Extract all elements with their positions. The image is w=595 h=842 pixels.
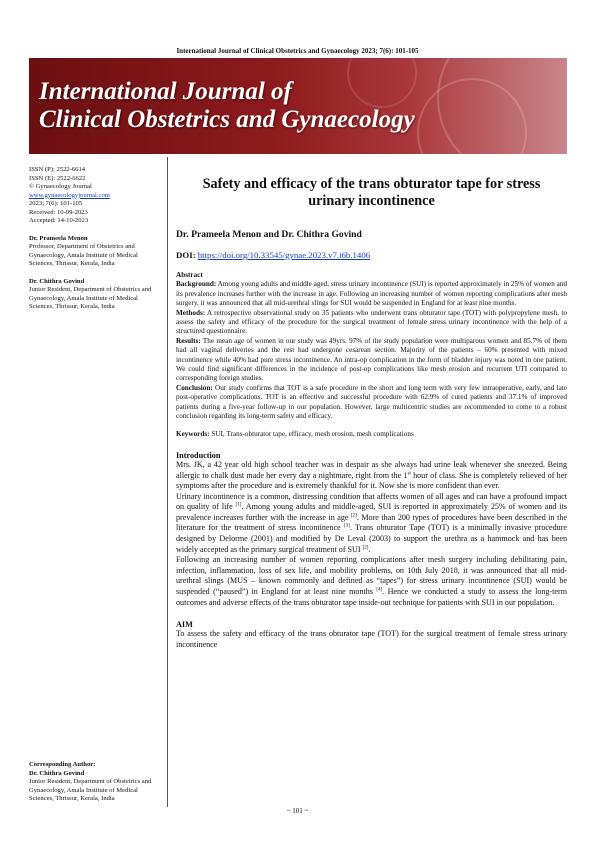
text-run: . Trans obturator Tape (TOT) is a minimally invasive procedure designed by Delorme (2001) and modified by De Leval (2003) to support the urethra as a hammock and has been widely accepted as the primary surgical treatment of SUI: [176, 523, 568, 554]
received-date: Received: 10-09-2023: [29, 208, 88, 216]
abstract-background: [176, 280, 567, 308]
citation-ref: [1]: [235, 502, 242, 508]
citation-ref: [2]: [362, 544, 369, 550]
aim-heading: AIM: [176, 620, 193, 630]
introduction-heading: Introduction: [176, 450, 221, 460]
corresponding-label: Corresponding Author:: [29, 761, 96, 768]
journal-banner: [29, 58, 567, 154]
methods-text: A retrospective observational study on 35 patients who underwent trans obturator tape (TOT) with polypropylene mesh, to assess the safety and efficacy of the procedure for the surgical treatment of female stress urinary incontinence with the help of a structured questionnaire.: [176, 308, 567, 336]
author1-affiliation: Professor, Department of Obstetrics and Gynaecology, Amala Institute of Medical Sciences, Thrissur, Kerala, India: [29, 243, 138, 267]
copyright: © Gynaecology Journal: [29, 183, 92, 190]
journal-website-link[interactable]: www.gynaecologyjournal.com: [29, 191, 110, 199]
abstract-heading: Abstract: [176, 271, 203, 279]
issn-print: ISSN (P): 2522-6614: [29, 166, 86, 173]
article-main: [176, 176, 567, 650]
text-run: .: [368, 544, 371, 554]
text-run: Urinary incontinence is a common, distressing condition that affects women of all ages and can have a profound impact on quality of life: [176, 491, 567, 512]
doi-line: [176, 250, 567, 260]
banner-title-line2: Clinical Obstetrics and Gynaecology: [39, 106, 415, 133]
abstract-results: [176, 337, 567, 384]
banner-title: [39, 78, 415, 134]
abstract: [176, 271, 567, 422]
keywords-text: SUI, Trans-obturator tape, efficacy, mesh erosion, mesh complications: [211, 429, 414, 438]
issn-electronic: ISSN (E): 2522-6622: [29, 174, 86, 182]
author2-affiliation: Junior Resident, Department of Obstetrics and Gynaecology, Amala Institute of Medical Sciences, Thrissur, Kerala, India: [29, 286, 152, 310]
citation-ref: [4]: [376, 587, 383, 593]
text-run: Mrs. JK, a 42 year old high school teacher was in despair as she always had urine leak whenever she sneezed. Being allergic to chalk dust made her every day a nightmare, right from the 1: [176, 459, 567, 480]
article-authors: Dr. Prameela Menon and Dr. Chithra Govind: [176, 229, 362, 240]
doi-label: DOI:: [176, 250, 196, 260]
page-number: ~ 101 ~: [286, 807, 309, 815]
text-run: . Hence we conducted a study to assess the long-term outcomes and adverse effects of the trans obturator tape inside-out technique for patients with SUI in our population.: [176, 587, 567, 607]
introduction-paragraph-1: [176, 460, 567, 492]
citation-ref: [3]: [344, 523, 350, 529]
text-run: . Among young adults and middle-aged, SUI is reported in approximately 25% of women and its prevalence increases further with the increase in age: [176, 502, 567, 522]
background-text: Among young adults and middle aged, stress urinary incontinence (SUI) is reported approximately in 25% of women and its prevalence increases further with the increase in age. Following an increasing number of women reporting complications after mesh surgery, it was announced that all mid-urethral slings for SUI would be suspended in England for at least nine months.: [176, 280, 567, 308]
superscript: st: [407, 470, 411, 476]
column-divider: [167, 157, 168, 807]
author1-name: Dr. Prameela Menon: [29, 234, 88, 242]
volume-info: 2023; 7(6): 101-105: [29, 200, 83, 207]
corresponding-name: Dr. Chithra Govind: [29, 769, 85, 777]
doi-link[interactable]: https://doi.org/10.33545/gynae.2023.v7.i6b.1406: [197, 250, 371, 260]
keywords: [176, 430, 567, 439]
conclusion-text: Our study confirms that TOT is a safe procedure in the short and long term with very few intraoperative, early, and late post-operative complications. TOT is an effective and successful procedure with 62.9% of cured patients and 37.1% of improved patients during a five-year follow-up in our population. However, large multicentric studies are recommended to come to a robust conclusion regarding its long-term safety and efficacy.: [176, 383, 568, 421]
running-header: International Journal of Clinical Obstetrics and Gynaecology 2023; 7(6): 101-105: [176, 47, 419, 55]
text-run: hour of class. She is completely relieved of her symptoms after the procedure and is extremely thankful for it. Now she is more confident than ever.: [176, 470, 567, 491]
introduction-paragraph-3: [176, 555, 567, 608]
abstract-methods: [176, 309, 567, 337]
keywords-label: Keywords:: [176, 429, 210, 438]
text-run: . More than 200 types of procedures have been described in the literature for the treatment of stress incontinence: [176, 512, 567, 533]
article-title: Safety and efficacy of the trans obturator tape for stress urinary incontinence: [202, 176, 541, 209]
aim-text: To assess the safety and efficacy of the trans obturator tape (TOT) for the surgical treatment of female stress urinary incontinence: [176, 629, 567, 649]
author2-name: Dr. Chithra Govind: [29, 277, 85, 285]
sidebar: [29, 166, 164, 312]
banner-title-line1: International Journal of: [39, 78, 292, 105]
results-label: Results:: [176, 336, 201, 345]
accepted-date: Accepted: 14-10-2023: [29, 217, 89, 224]
citation-ref: [2]: [351, 513, 357, 519]
introduction-paragraph-2: [176, 492, 567, 556]
corresponding-author: [29, 761, 164, 804]
background-label: Background:: [176, 280, 217, 289]
conclusion-label: Conclusion:: [176, 383, 213, 392]
abstract-conclusion: [176, 384, 567, 422]
corresponding-affiliation: Junior Resident, Department of Obstetrics and Gynaecology, Amala Institute of Medical Sciences, Thrissur, Kerala, India: [29, 778, 152, 802]
text-run: Following an increasing number of women reporting complications after mesh surgery including debilitating pain, infection, inflammation, loss of sex life, and mobility problems, on 10th July 2018, it was announced that all mid-urethral slings (MUS – known commonly and defined as “tapes”) for stress urinary incontinence (SUI) would be suspended (“paused”) in England for at least nine months: [176, 555, 567, 597]
results-text: The mean age of women in our study was 49yrs. 97% of the study population were multiparous women and 85.7% of them had all vaginal deliveries and the rest had undergone cesarean section. Majority of the patients – 60% presented with mixed incontinence while 40% had pure stress incontinence. An intra-op complication in the form of bladder injury was noted in one patient. We could find significant differences in the incidence of post-op complications like mesh erosion and recurrent UTI compared to corresponding foreign studies.: [176, 336, 568, 383]
methods-label: Methods:: [176, 308, 206, 317]
